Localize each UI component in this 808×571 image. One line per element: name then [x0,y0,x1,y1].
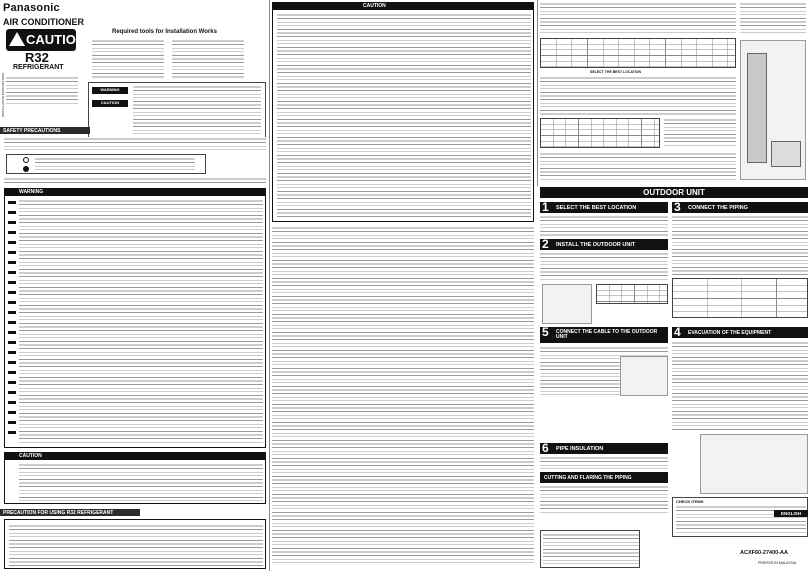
warning-header [5,189,265,196]
check-items-box [672,497,808,537]
r32-precaution-box [4,519,266,569]
mid-notes [272,226,534,566]
side-label: INSTALLATION INSTRUCTIONS [1,72,5,117]
prohibit-icon [23,157,29,163]
symbol-legend [6,154,206,174]
warning-icons [8,201,16,441]
section-2-num: 2 [542,237,549,251]
cutting-body [540,485,668,513]
warning-header-label: WARNING [19,189,44,195]
warning-box [4,188,266,448]
section-4-title [672,327,808,338]
section-5-label: CONNECT THE CABLE TO THE OUTDOOR UNIT [556,328,658,340]
warning-badge: WARNING [92,87,128,94]
tools-list-a [92,39,164,79]
printed-in: PRINTED IN MALAYSIA [758,561,797,565]
r32-precaution-body [9,524,263,566]
cutting-label: CUTTING AND FLARING THE PIPING [544,474,632,481]
mid-caution-header [273,3,533,10]
mid-caution-box [272,2,534,222]
mid-caution-body [277,13,531,219]
section-1-num: 1 [542,200,549,214]
caution-header [5,453,265,460]
product-title: AIR CONDITIONER [3,17,84,27]
outdoor-small-icon [771,141,801,167]
safety-note [4,177,266,185]
middle-column [272,0,534,571]
spec-table [540,118,660,148]
caution-notes [6,76,78,106]
english-badge: ENGLISH [774,510,808,517]
select-unit-label: SELECT THE BEST LOCATION [590,70,642,74]
section-3-body [672,215,808,275]
section-2-title [540,239,668,250]
symbols-text [133,85,261,141]
brand-logo: Panasonic [3,2,60,14]
install-figure [542,284,592,324]
left-column [0,0,268,571]
torque-table [672,278,808,318]
drain-box [540,530,640,568]
pipe-unit-icon [747,53,767,163]
legend-text [35,157,195,172]
r32-sublabel: REFRIGERANT [13,64,64,71]
section-3-title [672,202,808,213]
install-table-grid [597,285,667,303]
third-right-notes [740,2,806,36]
section-6-num: 6 [542,441,549,455]
cable-figure [620,356,668,396]
evacuation-figure [700,434,808,494]
drain-text [543,533,639,567]
section-2-body [540,252,668,282]
section-5-num: 5 [542,325,549,339]
section-4-body [672,341,808,431]
r32-label: R32 [25,50,49,65]
caution-badge: CAUTION [92,100,128,107]
section-3-num: 3 [674,200,681,214]
section-4-num: 4 [674,325,681,339]
check-items-title: CHECK ITEMS [676,499,704,504]
third-column [540,0,808,186]
caution-header-label: CAUTION [19,453,42,459]
r32-precaution-title: PRECAUTION FOR USING R32 REFRIGERANT [0,509,140,516]
symbols-table [88,82,266,144]
caution-title: CAUTION [26,32,86,47]
mid-caution-label: CAUTION [363,3,386,9]
safety-title: SAFETY PRECAUTIONS [0,127,90,134]
section-2-label: INSTALL THE OUTDOOR UNIT [556,241,636,248]
divider-left [269,0,270,571]
section-6-title [540,443,668,454]
section-4-label: EVACUATION OF THE EQUIPMENT [688,329,772,336]
caution-box [4,452,266,504]
section-1-title [540,202,668,213]
required-tools-title: Required tools for Installation Works [112,29,217,35]
install-table [596,284,668,304]
doc-code: ACXF60-27400-AA [740,550,788,556]
third-body [540,76,736,116]
spec-table-grid [541,119,659,147]
section-3-label: CONNECT THE PIPING [688,204,748,211]
third-bottom [540,152,736,182]
safety-intro [4,137,266,151]
section-1-label: SELECT THE BEST LOCATION [556,204,637,211]
third-formula [664,118,736,148]
section-1-body [540,215,668,237]
location-table-grid [541,39,735,67]
tools-list-b [172,39,244,79]
outdoor-unit-banner: OUTDOOR UNIT [540,187,808,198]
pipe-figure [740,40,806,180]
caution-banner [6,29,86,51]
third-intro [540,2,736,34]
cutting-title [540,472,668,483]
section-6-body [540,456,668,470]
caution-body [19,463,263,501]
divider-mid [537,0,538,186]
mandatory-icon [23,166,29,172]
torque-table-grid [673,279,807,317]
section-6-label: PIPE INSULATION [556,445,604,452]
warning-triangle-icon [9,32,25,46]
warning-body [19,199,263,443]
location-table [540,38,736,68]
section-5-title [540,327,668,343]
